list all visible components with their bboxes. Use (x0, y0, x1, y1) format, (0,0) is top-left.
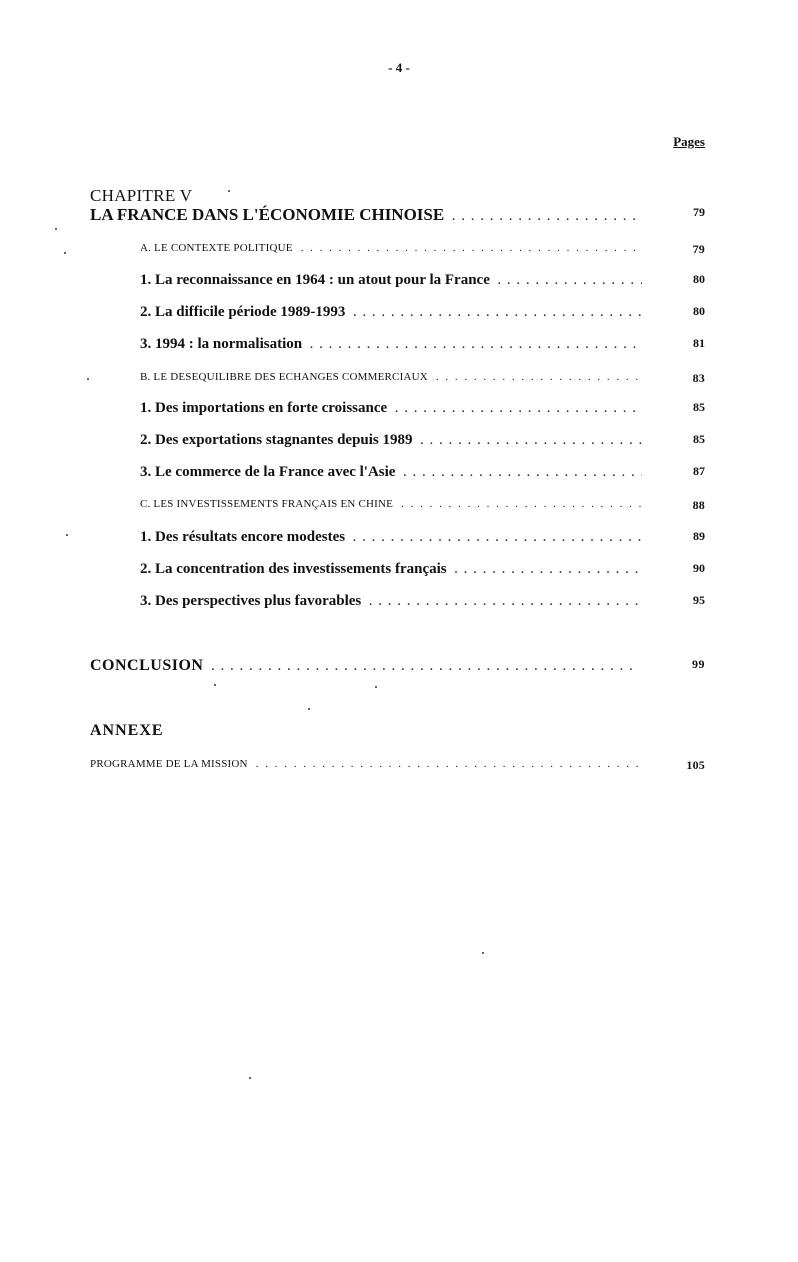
toc-entry-b2 (140, 432, 705, 449)
toc-entry-section-c (140, 498, 705, 512)
toc-entry-text: LA FRANCE DANS L'ÉCONOMIE CHINOISE (90, 205, 445, 224)
annex-heading: ANNEXE (90, 722, 164, 739)
toc-entry-text: B. LE DESEQUILIBRE DES ECHANGES COMMERCIAUX (140, 371, 428, 383)
dot-leader (498, 275, 642, 287)
scan-speck (375, 686, 377, 688)
scan-speck (249, 1077, 251, 1079)
dot-leader (353, 532, 642, 544)
toc-entry-text: 2. La difficile période 1989-1993 (140, 304, 346, 320)
scan-speck (87, 378, 89, 380)
toc-entry-text: A. LE CONTEXTE POLITIQUE (140, 242, 293, 254)
toc-page-number: 88 (692, 498, 705, 512)
toc-entry-conclusion (90, 657, 705, 675)
chapter-label: CHAPITRE V (90, 186, 193, 205)
toc-entry-c3 (140, 593, 705, 610)
toc-entry-text: 1. La reconnaissance en 1964 : un atout pour la France (140, 272, 490, 288)
dot-leader (369, 596, 642, 608)
toc-page-number: 79 (693, 205, 705, 219)
scan-speck (308, 708, 310, 710)
toc-entry-text: C. LES INVESTISSEMENTS FRANÇAIS EN CHINE (140, 498, 394, 510)
scan-speck (214, 684, 216, 686)
toc-entry-text: 3. Le commerce de la France avec l'Asie (140, 464, 396, 480)
toc-page-number: 80 (693, 304, 705, 318)
toc-entry-text: 3. 1994 : la normalisation (140, 336, 303, 352)
toc-entry-a3 (140, 336, 705, 353)
toc-page-number: 81 (693, 336, 705, 350)
toc-page-number: 85 (693, 400, 705, 414)
pages-column-label: Pages (673, 134, 705, 149)
scan-speck (482, 952, 484, 954)
dot-leader (301, 242, 642, 254)
dot-leader (310, 339, 642, 351)
toc-page-number: 83 (692, 371, 705, 385)
dot-leader (436, 371, 642, 383)
toc-entry-chapter-title (90, 205, 705, 225)
page-number: - 4 - (388, 60, 410, 75)
scan-speck (66, 534, 68, 536)
toc-page-number: 79 (692, 242, 705, 256)
toc-entry-text: 3. Des perspectives plus favorables (140, 593, 362, 609)
scan-speck (55, 228, 57, 230)
toc-entry-text: 2. La concentration des investissements français (140, 561, 447, 577)
dot-leader (256, 758, 642, 770)
toc-page-number: 89 (693, 529, 705, 543)
toc-entry-text: PROGRAMME DE LA MISSION (90, 758, 248, 770)
toc-entry-text: 1. Des importations en forte croissance (140, 400, 388, 416)
toc-entry-c2 (140, 561, 705, 578)
toc-entry-c1 (140, 529, 705, 546)
dot-leader (452, 211, 642, 223)
toc-entry-section-b (140, 371, 705, 385)
toc-entry-text: 1. Des résultats encore modestes (140, 529, 346, 545)
toc-entry-section-a (140, 242, 705, 256)
dot-leader (353, 307, 642, 319)
toc-entry-annex-programme (90, 758, 705, 772)
toc-page-number: 105 (686, 758, 705, 772)
toc-entry-b3 (140, 464, 705, 481)
toc-page-number: 87 (693, 464, 705, 478)
dot-leader (403, 467, 642, 479)
toc-entry-text: 2. Des exportations stagnantes depuis 1989 (140, 432, 413, 448)
toc-page-number: 95 (693, 593, 705, 607)
dot-leader (401, 498, 642, 510)
dot-leader (211, 661, 637, 673)
toc-entry-a1 (140, 272, 705, 289)
dot-leader (455, 564, 642, 576)
dot-leader (421, 435, 642, 447)
toc-entry-a2 (140, 304, 705, 321)
toc-page-number: 80 (693, 272, 705, 286)
toc-page-number: 85 (693, 432, 705, 446)
toc-entry-b1 (140, 400, 705, 417)
dot-leader (395, 403, 642, 415)
toc-entry-text: CONCLUSION (90, 657, 204, 674)
scan-speck (64, 252, 66, 254)
scan-speck (228, 190, 230, 192)
toc-page-number: 99 (692, 657, 705, 671)
toc-page-number: 90 (693, 561, 705, 575)
